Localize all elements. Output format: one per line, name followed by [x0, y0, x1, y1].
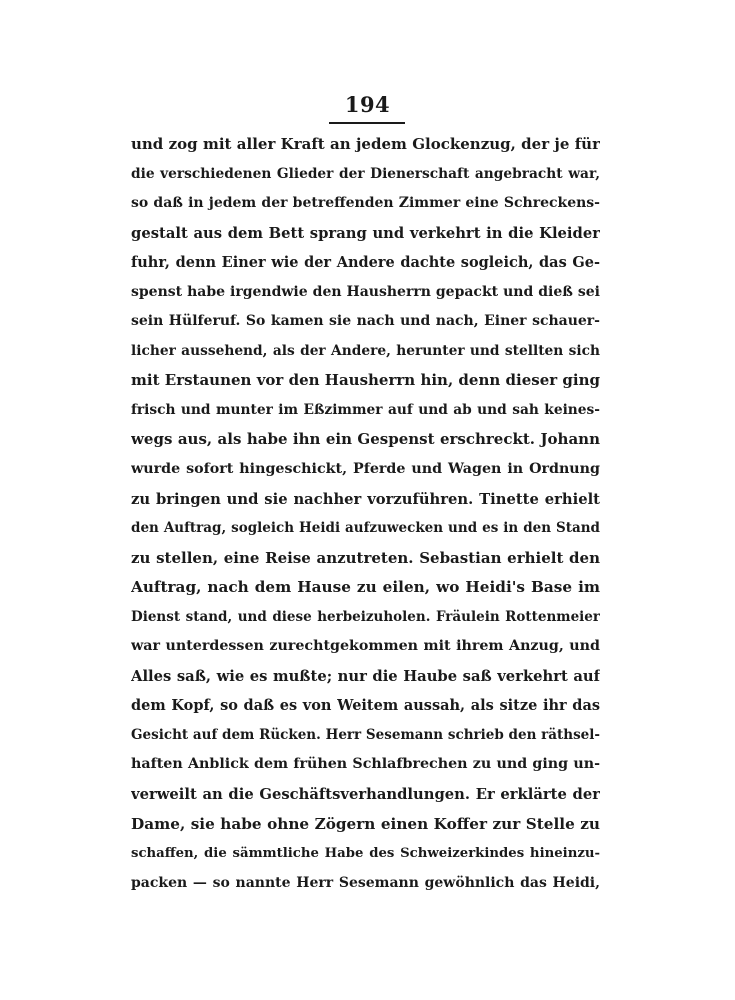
text-line: die verschiedenen Glieder der Dienerschaft angebracht war, [131, 165, 600, 182]
page-number-underline [329, 122, 405, 124]
text-line: Alles saß, wie es mußte; nur die Haube saß verkehrt auf [131, 667, 600, 685]
text-line: haften Anblick dem frühen Schlafbrechen zu und ging un- [131, 756, 600, 773]
text-line: spenst habe irgendwie den Hausherrn gepackt und dieß sei [131, 283, 600, 300]
text-line: packen — so nannte Herr Sesemann gewöhnlich das Heidi, [131, 874, 600, 891]
text-line: den Auftrag, sogleich Heidi aufzuwecken und es in den Stand [131, 520, 600, 537]
text-line: wurde sofort hingeschickt, Pferde und Wagen in Ordnung [131, 461, 600, 478]
text-line: dem Kopf, so daß es von Weitem aussah, als sitze ihr das [131, 697, 600, 715]
text-line: Dame, sie habe ohne Zögern einen Koffer zur Stelle zu [131, 814, 600, 833]
text-line: wegs aus, als habe ihn ein Gespenst erschreckt. Johann [131, 430, 600, 449]
text-line: verweilt an die Geschäftsverhandlungen. Er erklärte der [131, 786, 600, 804]
text-line: so daß in jedem der betreffenden Zimmer eine Schreckens- [131, 195, 600, 212]
text-line: Dienst stand, und diese herbeizuholen. Fräulein Rottenmeier [131, 608, 600, 625]
body-text [131, 130, 600, 898]
page-number: 194 [344, 92, 391, 117]
text-line: frisch und munter im Eßzimmer auf und ab und sah keines- [131, 401, 600, 418]
text-line: zu bringen und sie nachher vorzuführen. Tinette erhielt [131, 490, 600, 508]
text-line: fuhr, denn Einer wie der Andere dachte sogleich, das Ge- [131, 254, 600, 272]
text-line: zu stellen, eine Reise anzutreten. Sebastian erhielt den [131, 548, 600, 567]
text-line: und zog mit aller Kraft an jedem Glockenzug, der je für [131, 135, 600, 153]
text-line: gestalt aus dem Bett sprang und verkehrt in die Kleider [131, 224, 600, 242]
text-line: mit Erstaunen vor den Hausherrn hin, denn dieser ging [131, 371, 600, 390]
text-line: Gesicht auf dem Rücken. Herr Sesemann schrieb den räthsel- [131, 726, 600, 743]
text-line: schaffen, die sämmtliche Habe des Schweizerkindes hineinzu- [131, 846, 600, 862]
text-line: Auftrag, nach dem Hause zu eilen, wo Heidi's Base im [131, 578, 600, 597]
text-line: sein Hülferuf. So kamen sie nach und nach, Einer schauer- [131, 313, 600, 330]
text-line: licher aussehend, als der Andere, herunter und stellten sich [131, 342, 600, 359]
text-line: war unterdessen zurechtgekommen mit ihrem Anzug, und [131, 638, 600, 655]
